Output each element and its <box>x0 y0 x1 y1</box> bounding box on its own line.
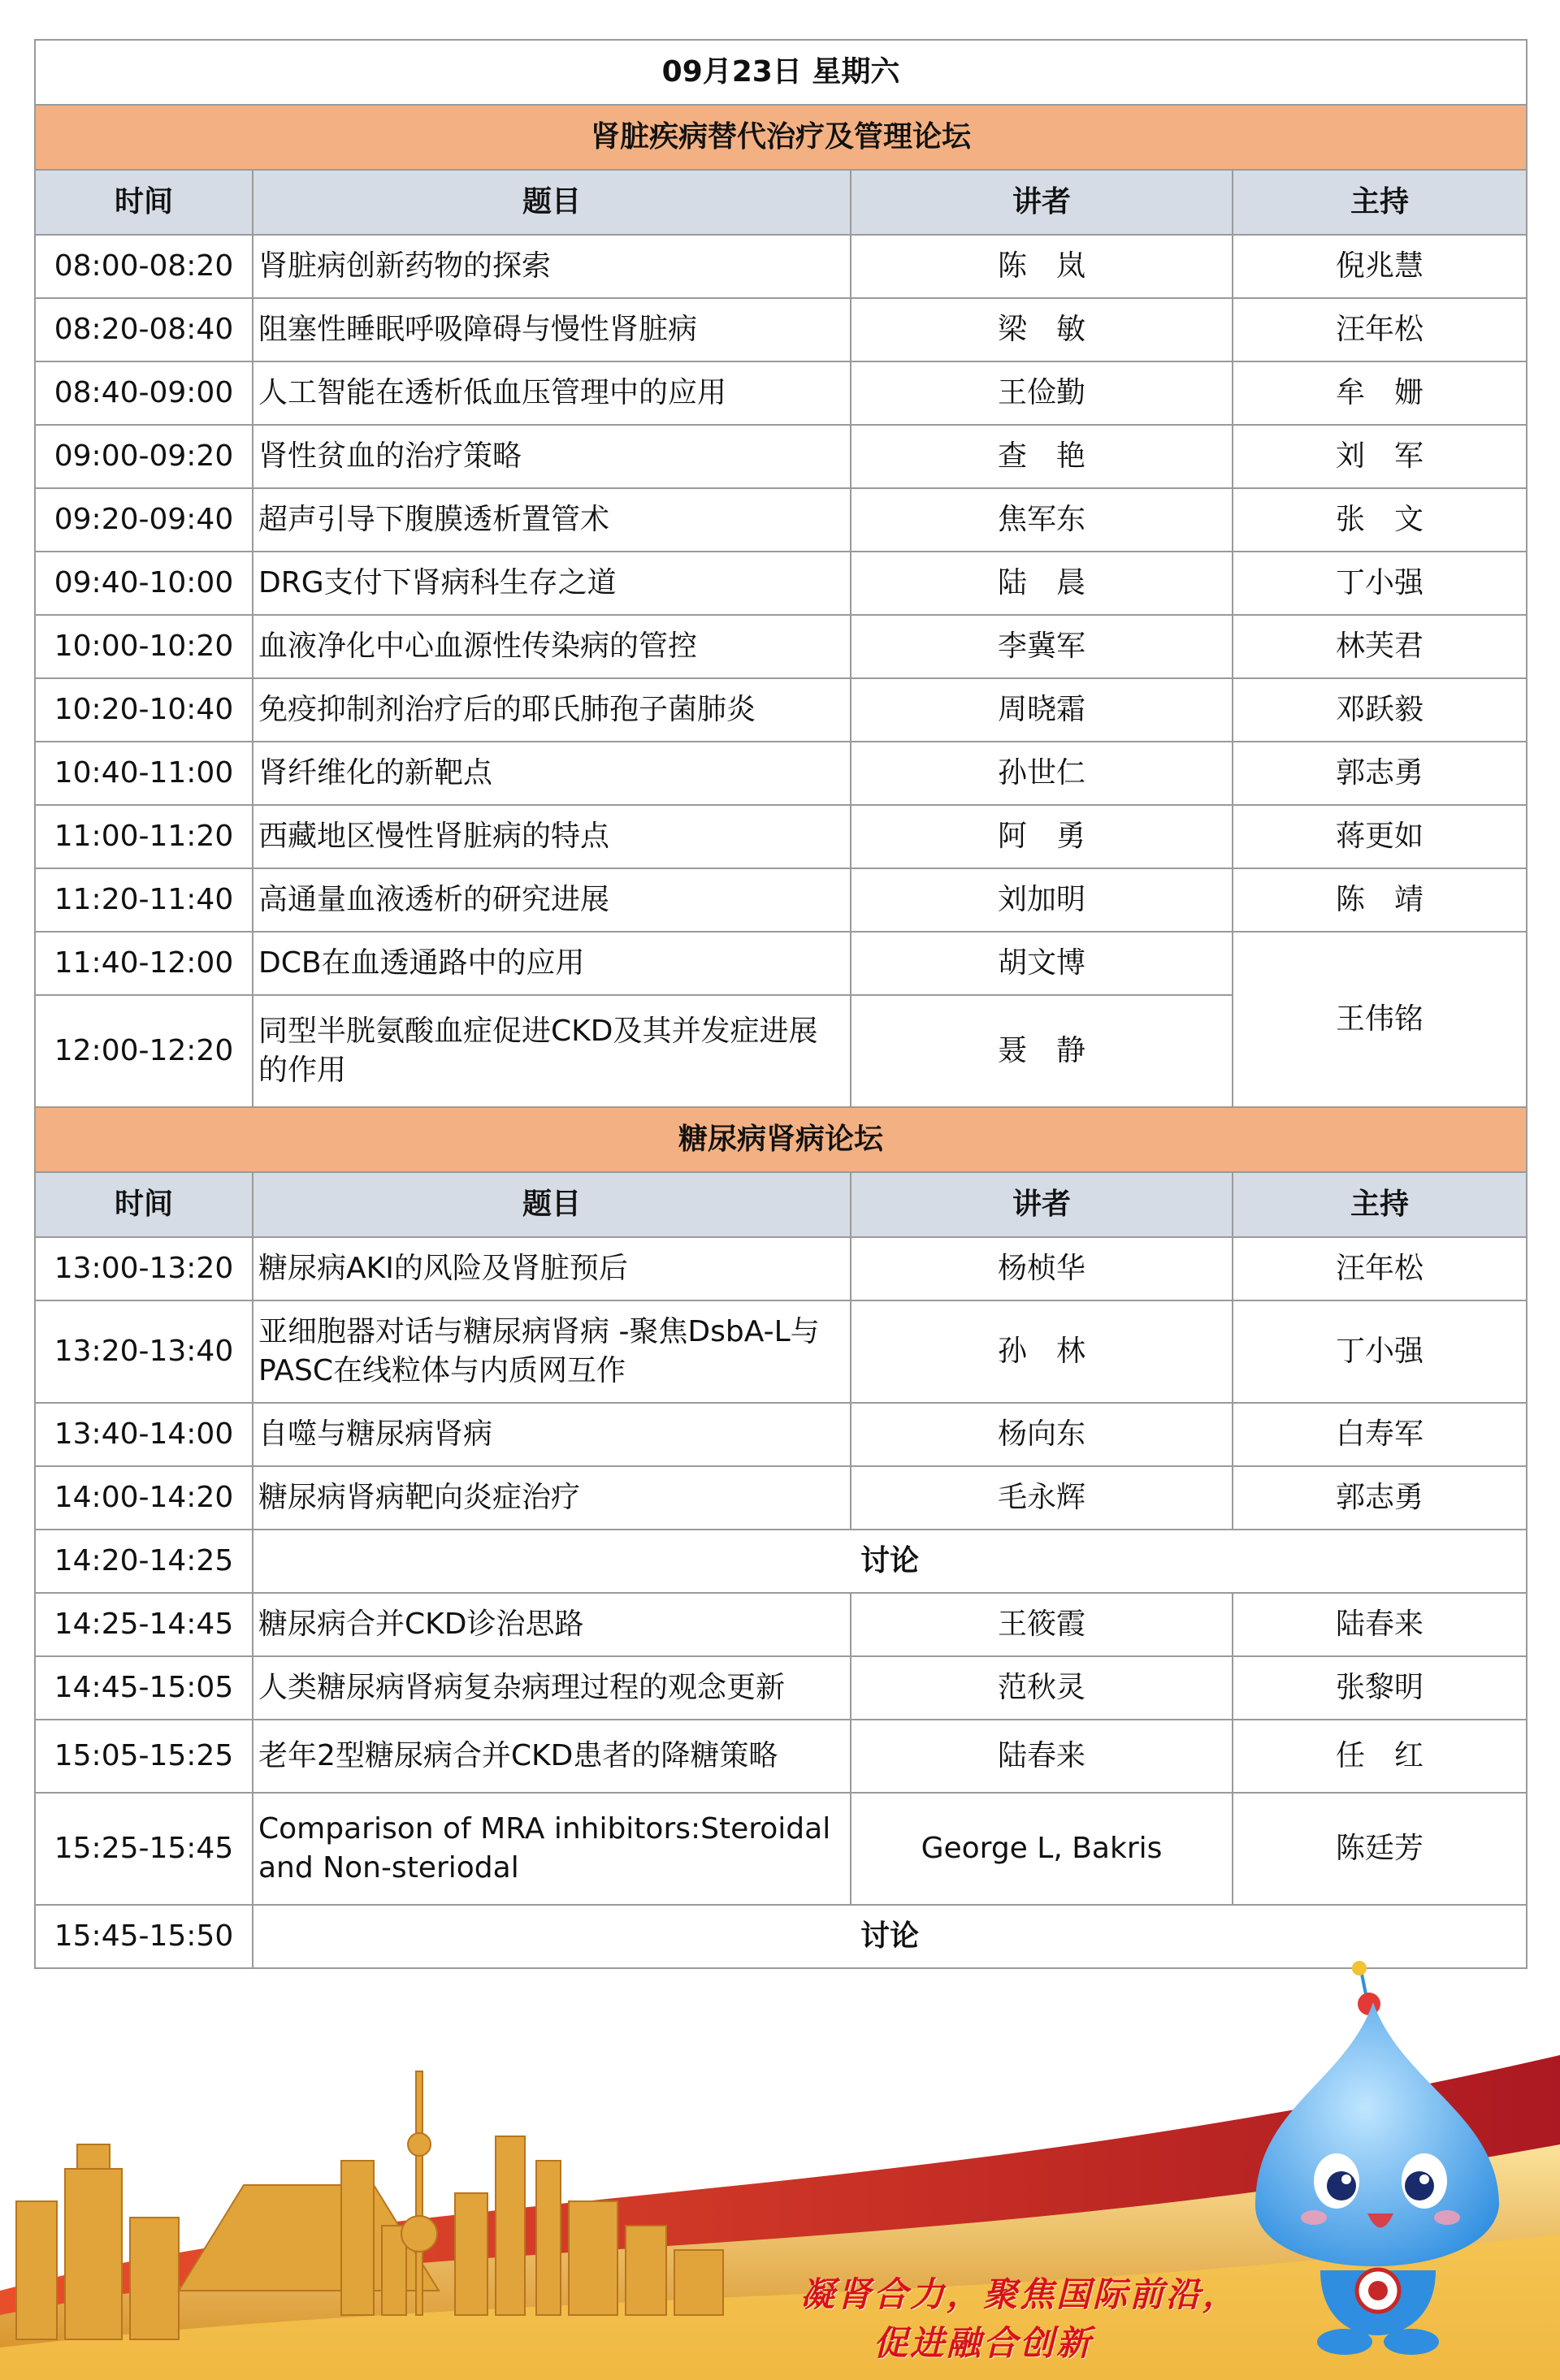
speaker-cell: 周晓霜 <box>851 678 1233 742</box>
speaker-cell: 陈 岚 <box>851 235 1233 298</box>
schedule-table <box>34 39 1528 1969</box>
water-drop-mascot <box>1223 1954 1540 2376</box>
time-cell: 15:05-15:25 <box>35 1720 253 1793</box>
time-cell: 08:00-08:20 <box>35 235 253 298</box>
time-cell: 11:00-11:20 <box>35 805 253 868</box>
table-row <box>35 425 1527 488</box>
host-cell: 牟 姗 <box>1233 361 1527 425</box>
host-cell: 张黎明 <box>1233 1656 1527 1720</box>
host-cell: 陈廷芳 <box>1233 1793 1527 1905</box>
topic-cell: 高通量血液透析的研究进展 <box>253 868 851 932</box>
discussion-cell: 讨论 <box>253 1905 1527 1968</box>
topic-cell: 糖尿病AKI的风险及肾脏预后 <box>253 1237 851 1300</box>
host-cell: 刘 军 <box>1233 425 1527 488</box>
table-row <box>35 1720 1527 1793</box>
speaker-cell: 聂 静 <box>851 995 1233 1107</box>
topic-cell: 自噬与糖尿病肾病 <box>253 1403 851 1466</box>
table-row <box>35 552 1527 615</box>
topic-cell: DCB在血透通路中的应用 <box>253 932 851 995</box>
header-time: 时间 <box>35 170 253 235</box>
speaker-cell: 阿 勇 <box>851 805 1233 868</box>
time-cell: 14:45-15:05 <box>35 1656 253 1720</box>
header-host: 主持 <box>1233 1172 1527 1237</box>
column-header-row <box>35 1172 1527 1237</box>
table-row <box>35 1656 1527 1720</box>
time-cell: 11:40-12:00 <box>35 932 253 995</box>
speaker-cell: 刘加明 <box>851 868 1233 932</box>
time-cell: 14:20-14:25 <box>35 1530 253 1593</box>
topic-cell: 血液净化中心血源性传染病的管控 <box>253 615 851 678</box>
column-header-row <box>35 170 1527 235</box>
table-row <box>35 1530 1527 1593</box>
topic-cell: DRG支付下肾病科生存之道 <box>253 552 851 615</box>
time-cell: 08:20-08:40 <box>35 298 253 361</box>
table-row <box>35 805 1527 868</box>
table-row <box>35 1403 1527 1466</box>
table-row <box>35 1593 1527 1656</box>
host-cell: 任 红 <box>1233 1720 1527 1793</box>
date-row <box>35 40 1527 105</box>
table-row <box>35 361 1527 425</box>
topic-cell: Comparison of MRA inhibitors:Steroidal and Non-steriodal <box>253 1793 851 1905</box>
time-cell: 12:00-12:20 <box>35 995 253 1107</box>
table-row <box>35 615 1527 678</box>
host-cell: 郭志勇 <box>1233 1466 1527 1530</box>
topic-cell: 老年2型糖尿病合并CKD患者的降糖策略 <box>253 1720 851 1793</box>
time-cell: 15:45-15:50 <box>35 1905 253 1968</box>
table-row <box>35 678 1527 742</box>
date-title: 09月23日 星期六 <box>35 40 1527 105</box>
time-cell: 09:20-09:40 <box>35 488 253 552</box>
speaker-cell: 查 艳 <box>851 425 1233 488</box>
host-cell: 汪年松 <box>1233 298 1527 361</box>
speaker-cell: 杨桢华 <box>851 1237 1233 1300</box>
forum-title: 糖尿病肾病论坛 <box>35 1107 1527 1172</box>
host-cell: 汪年松 <box>1233 1237 1527 1300</box>
time-cell: 10:20-10:40 <box>35 678 253 742</box>
time-cell: 09:00-09:20 <box>35 425 253 488</box>
forum-title-row <box>35 1107 1527 1172</box>
speaker-cell: 陆 晨 <box>851 552 1233 615</box>
speaker-cell: 范秋灵 <box>851 1656 1233 1720</box>
speaker-cell: 陆春来 <box>851 1720 1233 1793</box>
topic-cell: 糖尿病肾病靶向炎症治疗 <box>253 1466 851 1530</box>
header-speaker: 讲者 <box>851 170 1233 235</box>
speaker-cell: 王俭勤 <box>851 361 1233 425</box>
speaker-cell: 王筱霞 <box>851 1593 1233 1656</box>
time-cell: 08:40-09:00 <box>35 361 253 425</box>
host-cell: 张 文 <box>1233 488 1527 552</box>
topic-cell: 人类糖尿病肾病复杂病理过程的观念更新 <box>253 1656 851 1720</box>
host-cell-merged: 王伟铭 <box>1233 932 1527 1107</box>
forum-title: 肾脏疾病替代治疗及管理论坛 <box>35 105 1527 170</box>
table-row <box>35 488 1527 552</box>
time-cell: 15:25-15:45 <box>35 1793 253 1905</box>
topic-cell: 糖尿病合并CKD诊治思路 <box>253 1593 851 1656</box>
header-host: 主持 <box>1233 170 1527 235</box>
speaker-cell: 焦军东 <box>851 488 1233 552</box>
table-row <box>35 1793 1527 1905</box>
host-cell: 丁小强 <box>1233 552 1527 615</box>
topic-cell: 同型半胱氨酸血症促进CKD及其并发症进展的作用 <box>253 995 851 1107</box>
topic-cell: 亚细胞器对话与糖尿病肾病 -聚焦DsbA-L与PASC在线粒体与内质网互作 <box>253 1300 851 1403</box>
table-row <box>35 742 1527 805</box>
table-row <box>35 298 1527 361</box>
forum-title-row <box>35 105 1527 170</box>
time-cell: 13:00-13:20 <box>35 1237 253 1300</box>
topic-cell: 肾纤维化的新靶点 <box>253 742 851 805</box>
table-row <box>35 1237 1527 1300</box>
header-topic: 题目 <box>253 170 851 235</box>
table-row <box>35 868 1527 932</box>
topic-cell: 西藏地区慢性肾脏病的特点 <box>253 805 851 868</box>
topic-cell: 肾脏病创新药物的探索 <box>253 235 851 298</box>
host-cell: 郭志勇 <box>1233 742 1527 805</box>
time-cell: 09:40-10:00 <box>35 552 253 615</box>
table-row <box>35 932 1527 995</box>
badge-icon <box>1357 2270 1399 2312</box>
time-cell: 10:00-10:20 <box>35 615 253 678</box>
speaker-cell: 毛永辉 <box>851 1466 1233 1530</box>
time-cell: 14:25-14:45 <box>35 1593 253 1656</box>
host-cell: 陆春来 <box>1233 1593 1527 1656</box>
skyline-buildings <box>16 2071 723 2339</box>
time-cell: 13:20-13:40 <box>35 1300 253 1403</box>
speaker-cell: 孙 林 <box>851 1300 1233 1403</box>
time-cell: 14:00-14:20 <box>35 1466 253 1530</box>
speaker-cell: George L, Bakris <box>851 1793 1233 1905</box>
header-speaker: 讲者 <box>851 1172 1233 1237</box>
discussion-cell: 讨论 <box>253 1530 1527 1593</box>
host-cell: 蒋更如 <box>1233 805 1527 868</box>
time-cell: 11:20-11:40 <box>35 868 253 932</box>
table-row <box>35 1466 1527 1530</box>
time-cell: 10:40-11:00 <box>35 742 253 805</box>
topic-cell: 超声引导下腹膜透析置管术 <box>253 488 851 552</box>
host-cell: 陈 靖 <box>1233 868 1527 932</box>
host-cell: 邓跃毅 <box>1233 678 1527 742</box>
slogan-line-1: 凝肾合力，聚焦国际前沿， <box>800 2274 1240 2314</box>
topic-cell: 人工智能在透析低血压管理中的应用 <box>253 361 851 425</box>
speaker-cell: 李冀军 <box>851 615 1233 678</box>
host-cell: 倪兆慧 <box>1233 235 1527 298</box>
speaker-cell: 梁 敏 <box>851 298 1233 361</box>
topic-cell: 阻塞性睡眠呼吸障碍与慢性肾脏病 <box>253 298 851 361</box>
header-topic: 题目 <box>253 1172 851 1237</box>
header-time: 时间 <box>35 1172 253 1237</box>
speaker-cell: 胡文博 <box>851 932 1233 995</box>
topic-cell: 肾性贫血的治疗策略 <box>253 425 851 488</box>
slogan-line-2: 促进融合创新 <box>873 2323 1094 2363</box>
speaker-cell: 杨向东 <box>851 1403 1233 1466</box>
speaker-cell: 孙世仁 <box>851 742 1233 805</box>
topic-cell: 免疫抑制剂治疗后的耶氏肺孢子菌肺炎 <box>253 678 851 742</box>
host-cell: 林芙君 <box>1233 615 1527 678</box>
time-cell: 13:40-14:00 <box>35 1403 253 1466</box>
table-row <box>35 1300 1527 1403</box>
host-cell: 白寿军 <box>1233 1403 1527 1466</box>
table-row <box>35 235 1527 298</box>
host-cell: 丁小强 <box>1233 1300 1527 1403</box>
